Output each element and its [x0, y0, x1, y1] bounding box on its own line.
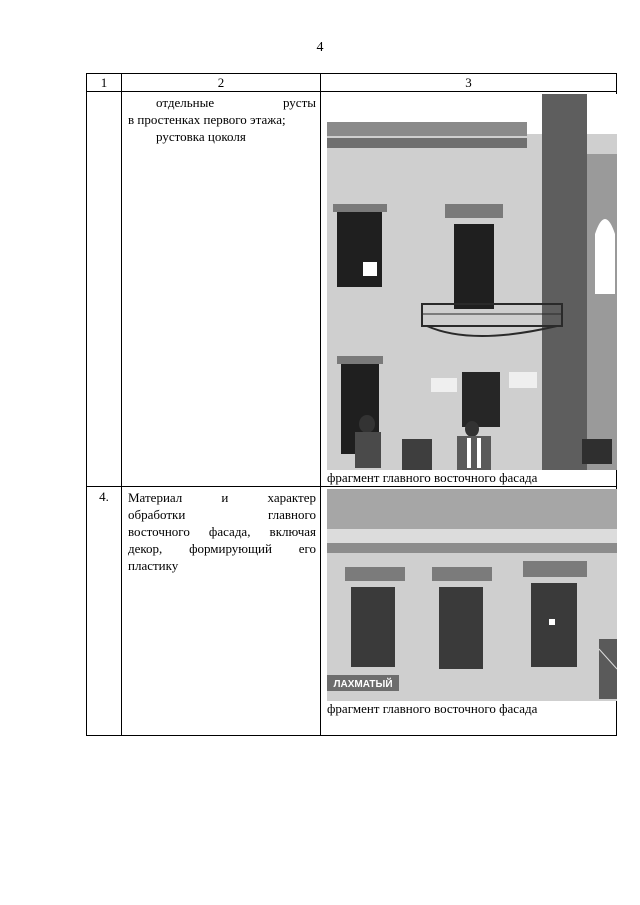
header-col-3: 3 [321, 74, 617, 92]
row-description [122, 487, 321, 736]
photo-caption: фрагмент главного восточного фасада [327, 701, 538, 716]
row-number: 4. [87, 487, 122, 736]
row-photo-cell [321, 487, 617, 736]
description-line: в простенках первого этажа; [128, 112, 286, 127]
row-description [122, 92, 321, 487]
row-number [87, 92, 122, 487]
header-col-1: 1 [87, 74, 122, 92]
description-line: обработки главного [128, 507, 316, 522]
table-row [87, 92, 617, 487]
table-header-row [87, 74, 617, 92]
header-col-2: 2 [122, 74, 321, 92]
row-photo-cell [321, 92, 617, 487]
description-line: восточного фасада, включая [128, 524, 316, 539]
photo-caption: фрагмент главного восточного фасада [327, 470, 538, 485]
description-line: рустовка цоколя [156, 129, 246, 144]
description-line: пластику [128, 558, 179, 573]
facade-photo-windows [327, 489, 617, 701]
description-line: Материал и характер [128, 490, 316, 505]
description-line: декор, формирующий его [128, 541, 316, 556]
photo-sign-text: ЛАХМАТЫЙ [333, 679, 393, 690]
facade-photo-balcony [327, 94, 617, 470]
table-row [87, 487, 617, 736]
description-line: отдельные русты [156, 95, 316, 110]
feature-table [86, 73, 617, 736]
page-number: 4 [316, 40, 324, 55]
